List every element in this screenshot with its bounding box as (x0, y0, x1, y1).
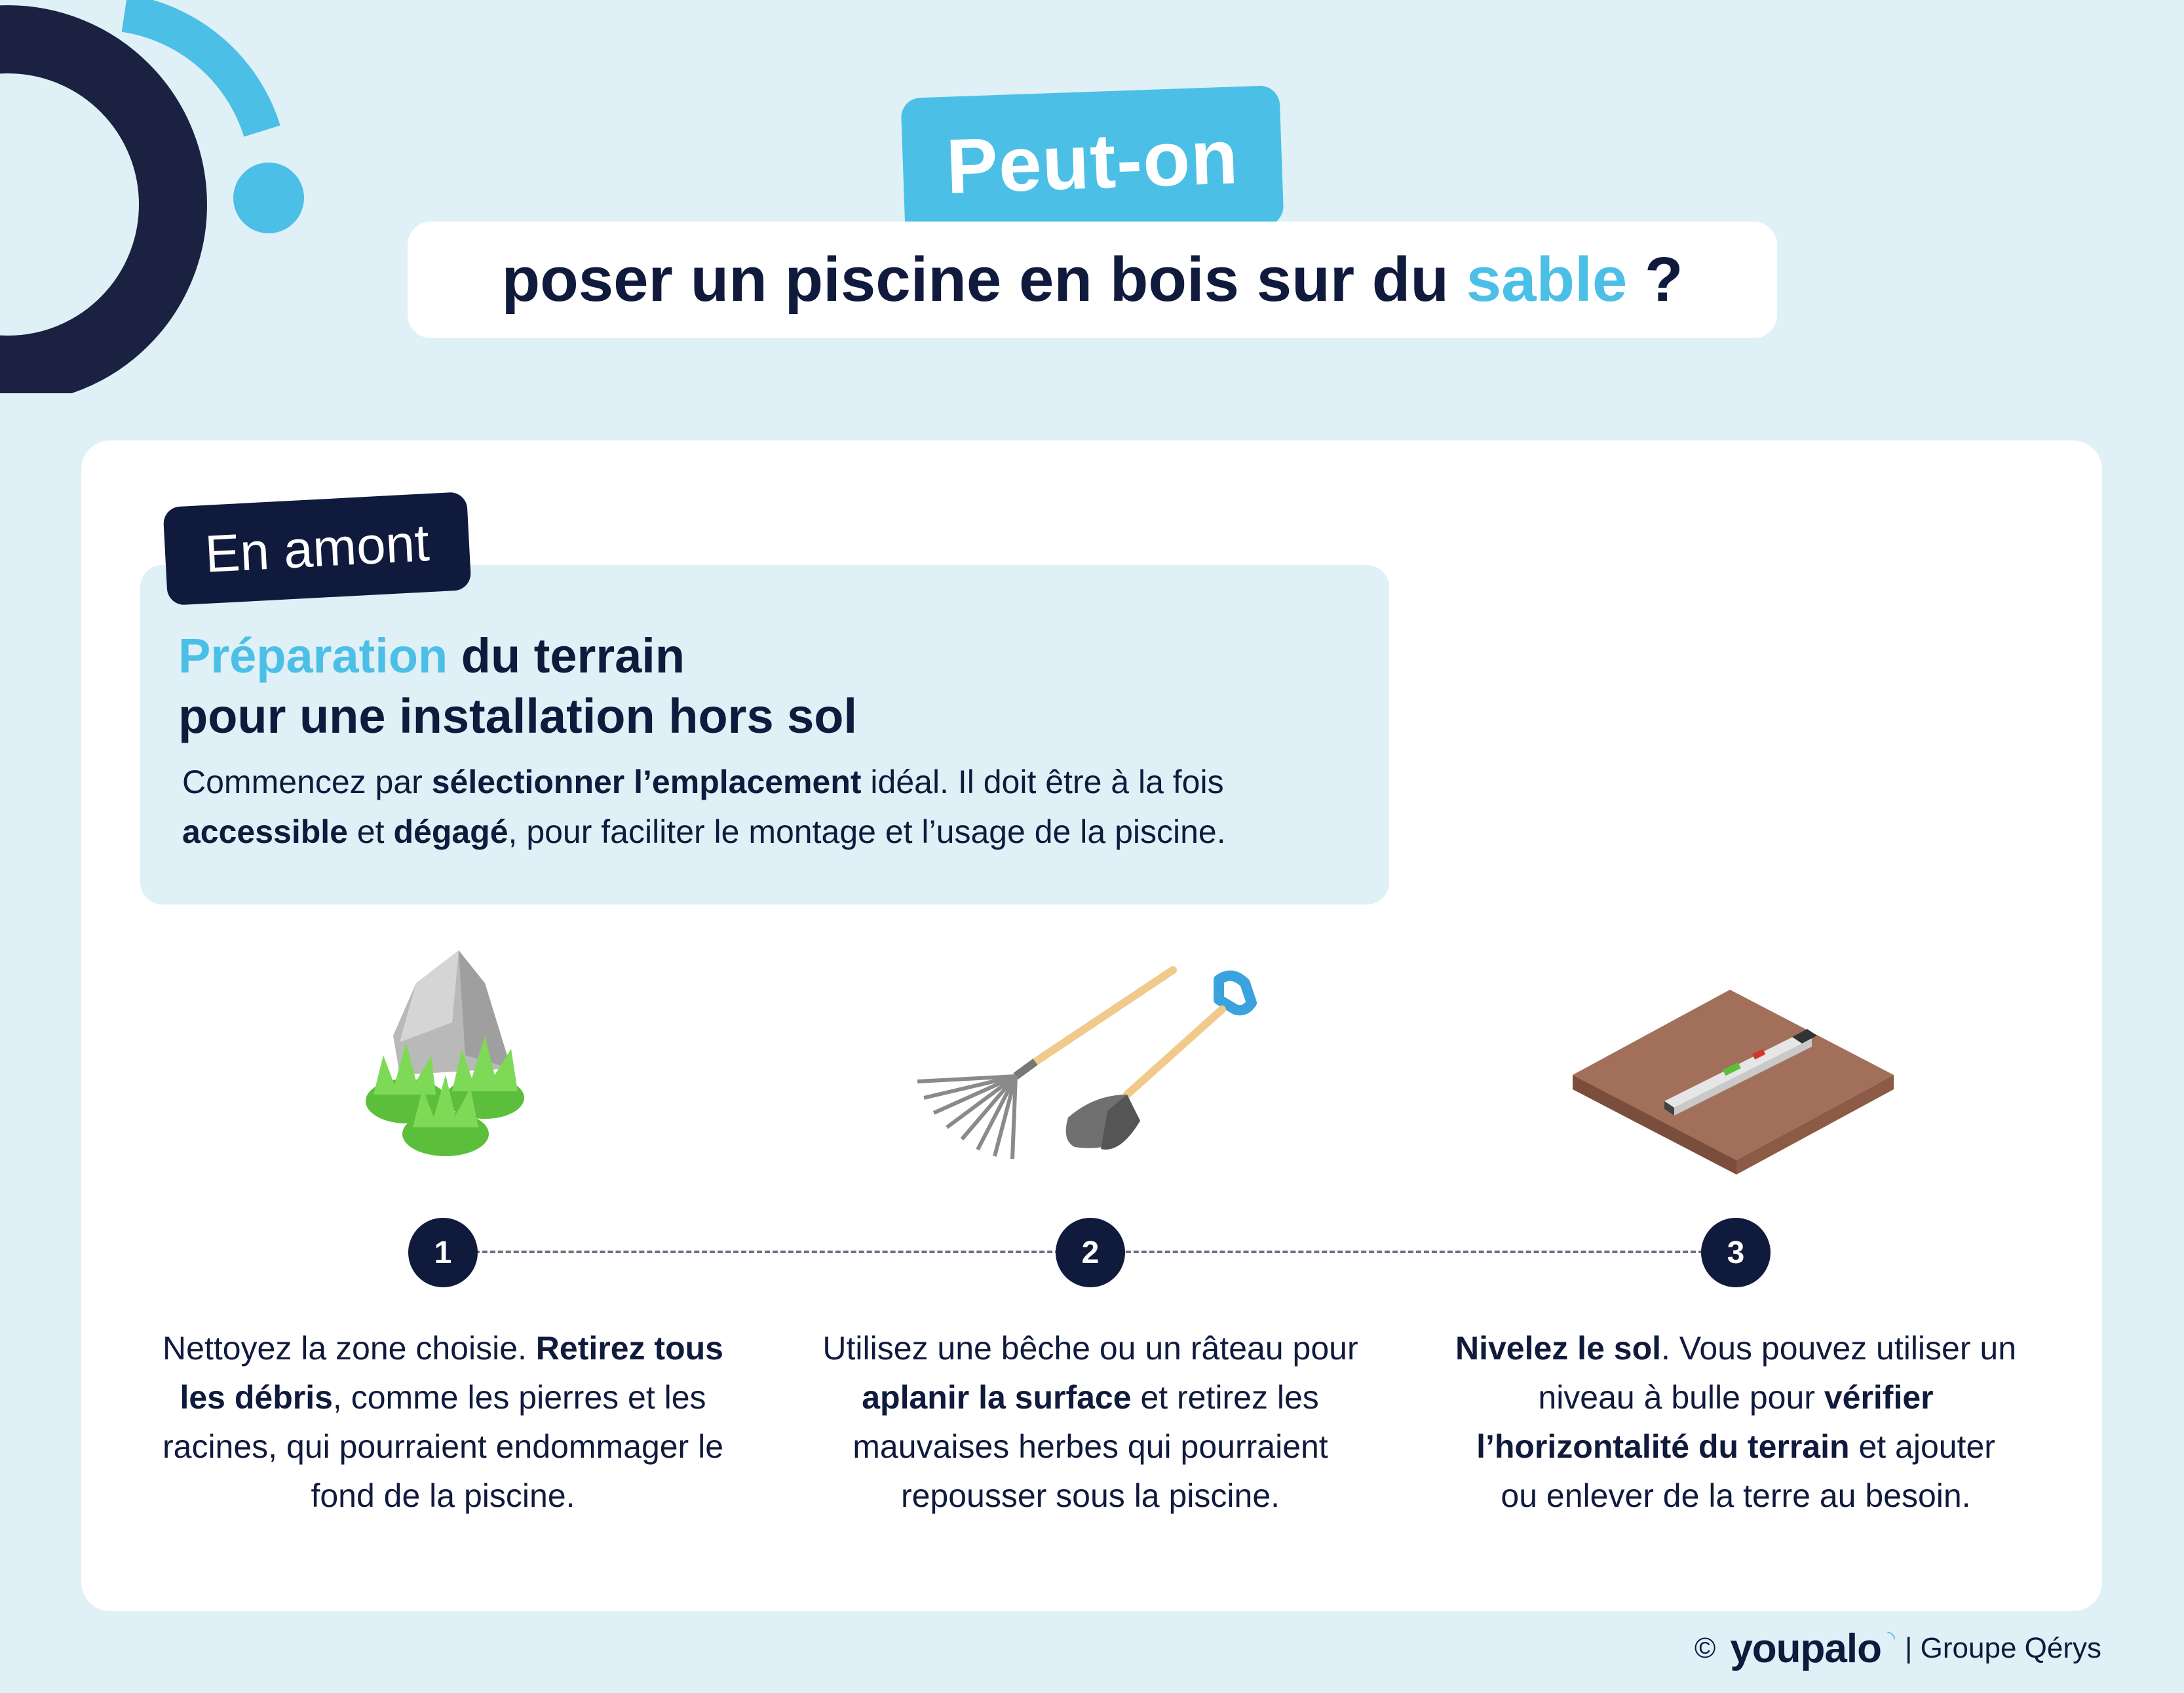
headline-highlight (900, 85, 1284, 239)
step-text-bold: vérifier l’horizontalité du terrain (1476, 1379, 1934, 1465)
step-text-bold: Retirez tous les débris (180, 1330, 723, 1416)
step-description (809, 1324, 1372, 1521)
intro-text-part: idéal. Il doit être à la fois (861, 764, 1224, 800)
step-text-part: , comme les pierres et les racines, qui pourraient endommager le fond de la piscine. (162, 1379, 724, 1514)
brand-name: youpalo (1730, 1625, 1881, 1671)
footer (1695, 1625, 2101, 1671)
intro-text-bold: dégagé (393, 813, 508, 850)
spirit-level-icon (1566, 977, 1907, 1186)
section-tag (163, 492, 471, 606)
title-text-post: ? (1627, 244, 1683, 315)
intro-title-line2: pour une installation hors sol (178, 689, 858, 743)
step-text-part: Utilisez une bêche ou un râteau pour (822, 1330, 1358, 1367)
group-label: | Groupe Qérys (1905, 1632, 2101, 1664)
title-text-pre: poser un piscine en bois sur du (501, 244, 1466, 315)
step-text-bold: aplanir la surface (862, 1379, 1132, 1416)
intro-title-accent: Préparation (178, 629, 448, 683)
rock-and-grass-icon (354, 944, 537, 1167)
intro-title (178, 626, 1358, 747)
intro-text-part: Commencez par (182, 764, 432, 800)
page-title (408, 222, 1777, 338)
brand-logo (1730, 1625, 1894, 1672)
step-text-part: et retirez les mauvaises herbes qui pourraient repousser sous la piscine. (853, 1379, 1328, 1514)
copyright-symbol: © (1694, 1632, 1716, 1664)
intro-text-part: et (347, 813, 394, 850)
step-text-part: Nettoyez la zone choisie. (163, 1330, 536, 1367)
brand-mark-icon: ◝ (1887, 1627, 1894, 1649)
step-text-bold: Nivelez le sol (1455, 1330, 1662, 1367)
intro-title-rest: du terrain (448, 629, 685, 683)
step-text-part: et ajouter ou enlever de la terre au besoin. (1501, 1428, 1995, 1514)
intro-paragraph (182, 757, 1375, 857)
rake-and-shovel-icon (911, 963, 1278, 1173)
intro-text-part: , pour faciliter le montage et l’usage de la piscine. (508, 813, 1226, 850)
section-tag-label: En amont (203, 513, 431, 583)
step-number-badge: 3 (1701, 1218, 1771, 1287)
headline-highlight-text: Peut-on (944, 113, 1240, 210)
intro-text-bold: accessible (182, 813, 348, 850)
step-description (161, 1324, 725, 1521)
step-number-badge: 1 (408, 1218, 478, 1287)
step-description (1454, 1324, 2018, 1521)
step-text-part: . Vous pouvez utiliser un niveau à bulle pour (1538, 1330, 2017, 1416)
decorative-logo-mark (0, 0, 341, 393)
intro-text-bold: sélectionner l’emplacement (431, 764, 862, 800)
step-number-badge: 2 (1056, 1218, 1125, 1287)
title-text-accent: sable (1466, 244, 1628, 315)
